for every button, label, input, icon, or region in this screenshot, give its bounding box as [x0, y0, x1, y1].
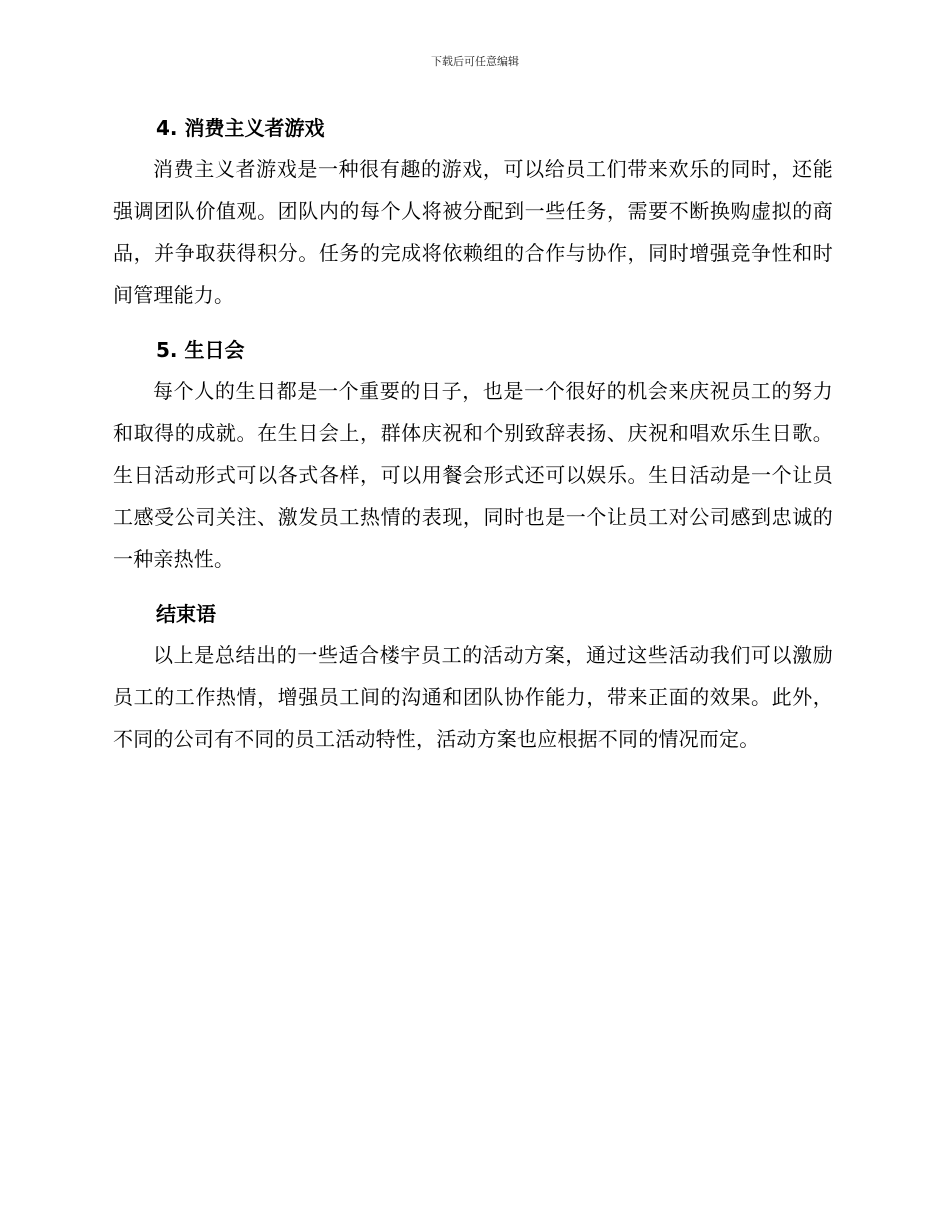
section-birthday-party: [113, 330, 833, 580]
section-paragraph: 每个人的生日都是一个重要的日子，也是一个很好的机会来庆祝员工的努力和取得的成就。在生日会上，群体庆祝和个别致辞表扬、庆祝和唱欢乐生日歌。生日活动形式可以各式各样，可以用餐会形式还可以娱乐。生日活动是一个让员工感受公司关注、激发员工热情的表现，同时也是一个让员工对公司感到忠诚的一种亲热性。: [113, 379, 833, 571]
section-paragraph: 以上是总结出的一些适合楼宇员工的活动方案，通过这些活动我们可以激励员工的工作热情，增强员工间的沟通和团队协作能力，带来正面的效果。此外，不同的公司有不同的员工活动特性，活动方案也应根据不同的情况而定。: [113, 643, 833, 751]
section-heading: 结束语: [156, 602, 216, 626]
section-consumer-game: [113, 108, 833, 316]
document-body: [113, 108, 833, 774]
section-heading: 4. 消费主义者游戏: [156, 116, 325, 140]
section-paragraph: 消费主义者游戏是一种很有趣的游戏，可以给员工们带来欢乐的同时，还能强调团队价值观。团队内的每个人将被分配到一些任务，需要不断换购虚拟的商品，并争取获得积分。任务的完成将依赖组的合作与协作，同时增强竞争性和时间管理能力。: [113, 157, 833, 307]
section-heading: 5. 生日会: [156, 338, 245, 362]
page-header-note: 下载后可任意编辑: [431, 55, 519, 68]
section-conclusion: [113, 594, 833, 760]
